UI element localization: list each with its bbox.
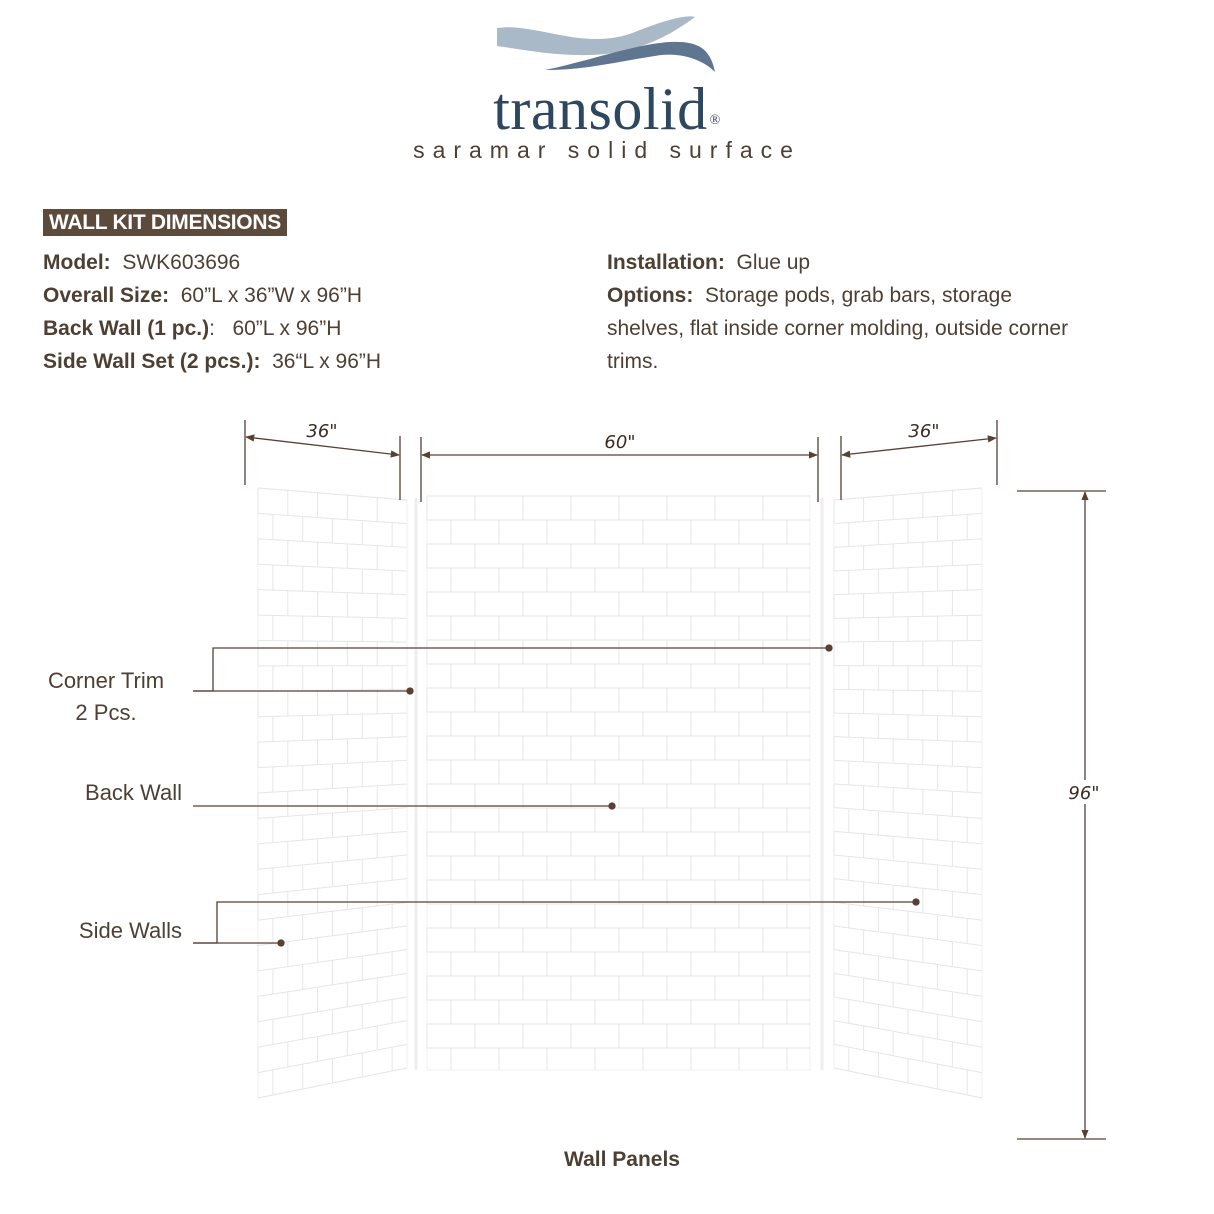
callout-corner-trim-line2: 2 Pcs.: [75, 700, 137, 725]
spec-value: 36“L x 96”H: [272, 350, 382, 373]
spec-label: Model:: [43, 251, 111, 274]
dimension-left-width-label: 36": [306, 421, 338, 442]
left-side-wall-panel: [258, 488, 407, 1098]
diagram-caption: Wall Panels: [564, 1148, 680, 1171]
spec-back-wall: Back Wall (1 pc.): 60”L x 96”H: [43, 317, 342, 340]
dimension-height: [1017, 491, 1106, 1139]
dimension-back-width-label: 60": [604, 432, 636, 453]
spec-value: SWK603696: [122, 251, 241, 274]
brand-wordmark: transolid ®: [493, 76, 721, 142]
right-side-wall-panel: [834, 488, 982, 1098]
callout-side-walls: Side Walls: [78, 918, 182, 943]
callout-back-wall: Back Wall: [85, 780, 182, 805]
spec-value: Glue up: [736, 251, 811, 274]
brand-tagline: saramar solid surface: [413, 137, 801, 163]
callout-corner-trim-line1: Corner Trim: [47, 668, 165, 693]
spec-label: Overall Size:: [43, 284, 170, 307]
dimension-right-width-label: 36": [908, 421, 940, 442]
registered-mark: ®: [709, 113, 721, 128]
spec-label: Back Wall (1 pc.): [43, 317, 210, 340]
spec-value: 60”L x 96”H: [232, 317, 342, 340]
panels-group: [258, 488, 982, 1098]
spec-label: Side Wall Set (2 pcs.):: [43, 350, 261, 373]
callout-corner-trim: [30, 665, 182, 729]
section-title: WALL KIT DIMENSIONS: [43, 209, 287, 236]
spec-label: Installation:: [607, 251, 725, 274]
spec-value: 60”L x 36”W x 96”H: [180, 284, 363, 307]
spec-label: Options:: [607, 284, 694, 307]
dimension-height-label: 96": [1068, 783, 1100, 804]
back-wall-panel: [427, 496, 810, 1070]
spec-value: Storage pods, grab bars, storage shelves, flat inside corner molding, outside corner trims.: [607, 284, 1069, 373]
